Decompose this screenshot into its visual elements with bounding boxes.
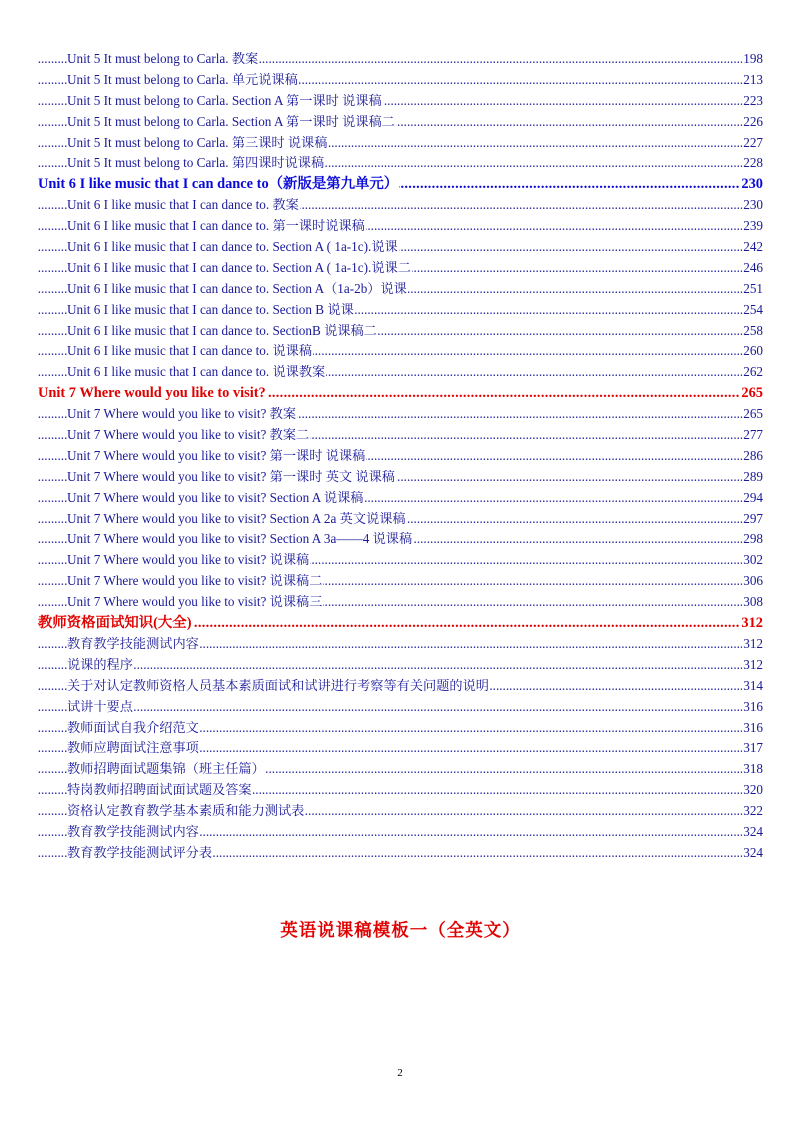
toc-entry[interactable]: [38, 759, 763, 780]
toc-entry[interactable]: [38, 70, 763, 91]
leader-dots: [67, 655, 763, 676]
toc-entry-title: 说课的程序: [67, 656, 133, 672]
toc-entry-title: Unit 5 It must belong to Carla. Section A 第一课时 说课稿: [67, 92, 382, 108]
toc-entry-page: 246: [742, 258, 763, 279]
toc-entry-title: 资格认定教育教学基本素质和能力测试表: [67, 803, 305, 819]
toc-entry[interactable]: [38, 592, 763, 613]
toc-entry[interactable]: [38, 446, 763, 467]
toc-entry-title: Unit 7 Where would you like to visit? 教案: [67, 406, 297, 422]
toc-entry[interactable]: [38, 195, 763, 216]
toc-entry-title: Unit 7 Where would you like to visit?: [38, 385, 266, 402]
toc-entry[interactable]: [38, 279, 763, 300]
toc-entry-title: 教育教学技能测试评分表: [67, 844, 213, 860]
toc-entry-page: 312: [742, 634, 763, 655]
toc-entry[interactable]: [38, 697, 763, 718]
toc-entry[interactable]: [38, 676, 763, 697]
toc-entry-title: 教师资格面试知识(大全): [38, 615, 192, 632]
toc-entry-page: 254: [742, 300, 763, 321]
toc-entry-page: 227: [742, 133, 763, 154]
toc-heading-entry[interactable]: [38, 383, 763, 404]
toc-entry[interactable]: [38, 321, 763, 342]
toc-entry-title: Unit 6 I like music that I can dance to. 教案: [67, 197, 299, 213]
toc-entry-title: Unit 5 It must belong to Carla. 第四课时说课稿: [67, 155, 325, 171]
toc-entry[interactable]: [38, 571, 763, 592]
toc-entry-page: 297: [742, 509, 763, 530]
toc-entry-page: 312: [742, 655, 763, 676]
leader-dots: [67, 697, 763, 718]
toc-entry-page: 308: [742, 592, 763, 613]
toc-entry-title: Unit 6 I like music that I can dance to. Section A ( 1a-1c).说课: [67, 239, 398, 255]
toc-entry[interactable]: [38, 801, 763, 822]
toc-entry-title: Unit 5 It must belong to Carla. 单元说课稿: [67, 71, 298, 87]
page-number: 2: [397, 1067, 403, 1079]
toc-entry-page: 262: [742, 362, 763, 383]
toc-entry-title: Unit 5 It must belong to Carla. Section A 第一课时 说课稿二: [67, 113, 395, 129]
toc-entry-page: 318: [742, 759, 763, 780]
toc-entry[interactable]: [38, 843, 763, 864]
toc-entry-title: 教师面试自我介绍范文: [67, 719, 199, 735]
toc-entry-page: 230: [742, 195, 763, 216]
toc-entry[interactable]: [38, 509, 763, 530]
toc-heading-entry[interactable]: [38, 613, 763, 634]
toc-entry-page: 265: [740, 383, 763, 404]
toc-entry-page: 306: [742, 571, 763, 592]
toc-entry-title: 特岗教师招聘面试面试题及答案: [67, 782, 252, 798]
toc-entry[interactable]: [38, 49, 763, 70]
toc-entry[interactable]: [38, 718, 763, 739]
toc-entry-page: 230: [740, 174, 763, 195]
toc-entry-title: Unit 6 I like music that I can dance to. 说课稿: [67, 343, 313, 359]
toc-entry[interactable]: [38, 216, 763, 237]
toc-entry-title: Unit 7 Where would you like to visit? Section A 说课稿: [67, 489, 364, 505]
toc-entry-page: 258: [742, 321, 763, 342]
toc-entry[interactable]: [38, 738, 763, 759]
toc-entry-title: Unit 7 Where would you like to visit? 教案二: [67, 427, 310, 443]
toc-entry-page: 198: [742, 49, 763, 70]
toc-entry-page: 226: [742, 112, 763, 133]
toc-entry-page: 324: [742, 822, 763, 843]
toc-entry-title: Unit 5 It must belong to Carla. 第三课时 说课稿: [67, 134, 328, 150]
toc-entry-title: 教师招聘面试题集锦（班主任篇）: [67, 761, 265, 777]
toc-entry-page: 322: [742, 801, 763, 822]
toc-entry-title: Unit 6 I like music that I can dance to. 说课教案: [67, 364, 326, 380]
toc-entry-page: 223: [742, 91, 763, 112]
toc-entry[interactable]: [38, 467, 763, 488]
toc-entry-title: Unit 7 Where would you like to visit? 说课稿三: [67, 594, 323, 610]
toc-entry-page: 320: [742, 780, 763, 801]
toc-entry-title: Unit 6 I like music that I can dance to. SectionB 说课稿二: [67, 322, 377, 338]
toc-entry[interactable]: [38, 529, 763, 550]
toc-entry-title: 教育教学技能测试内容: [67, 823, 199, 839]
toc-entry[interactable]: [38, 404, 763, 425]
toc-entry-title: Unit 6 I like music that I can dance to. Section A ( 1a-1c).说课二: [67, 259, 411, 275]
toc-entry[interactable]: [38, 237, 763, 258]
toc-entry-page: 242: [742, 237, 763, 258]
toc-entry-page: 228: [742, 153, 763, 174]
toc-entry-title: 教育教学技能测试内容: [67, 635, 199, 651]
toc-entry-title: Unit 7 Where would you like to visit? Section A 3a——4 说课稿: [67, 531, 413, 547]
toc-entry-title: 关于对认定教师资格人员基本素质面试和试讲进行考察等有关问题的说明: [67, 677, 489, 693]
toc-entry[interactable]: [38, 488, 763, 509]
toc-entry[interactable]: [38, 341, 763, 362]
toc-heading-entry[interactable]: [38, 174, 763, 195]
toc-entry-page: 317: [742, 738, 763, 759]
toc-entry-page: 265: [742, 404, 763, 425]
toc-entry-title: 试讲十要点: [67, 698, 133, 714]
section-title: 英语说课稿模板一（全英文）: [280, 920, 521, 940]
toc-entry-title: Unit 6 I like music that I can dance to. Section B 说课: [67, 301, 354, 317]
toc-entry[interactable]: [38, 258, 763, 279]
toc-entry-page: 316: [742, 697, 763, 718]
toc-entry[interactable]: [38, 300, 763, 321]
toc-entry-page: 277: [742, 425, 763, 446]
table-of-contents: [38, 49, 763, 864]
toc-entry[interactable]: [38, 780, 763, 801]
toc-entry-page: 286: [742, 446, 763, 467]
toc-entry[interactable]: [38, 634, 763, 655]
toc-entry-title: Unit 5 It must belong to Carla. 教案: [67, 51, 259, 66]
toc-entry-page: 251: [742, 279, 763, 300]
toc-entry-title: Unit 6 I like music that I can dance to. Section A（1a-2b）说课: [67, 280, 407, 296]
toc-entry-page: 316: [742, 718, 763, 739]
toc-entry[interactable]: [38, 362, 763, 383]
toc-entry-title: Unit 6 I like music that I can dance to. 第一课时说课稿: [67, 218, 365, 234]
toc-entry[interactable]: [38, 655, 763, 676]
toc-entry-page: 314: [742, 676, 763, 697]
toc-entry[interactable]: [38, 91, 763, 112]
toc-entry-page: 289: [742, 467, 763, 488]
toc-entry-page: 213: [742, 70, 763, 91]
toc-entry-title: Unit 7 Where would you like to visit? 说课稿: [67, 552, 310, 568]
toc-entry[interactable]: [38, 425, 763, 446]
toc-entry-title: 教师应聘面试注意事项: [67, 740, 199, 756]
toc-entry[interactable]: [38, 112, 763, 133]
toc-entry-title: Unit 7 Where would you like to visit? 说课稿二: [67, 573, 323, 589]
toc-entry[interactable]: [38, 133, 763, 154]
toc-entry-page: 302: [742, 550, 763, 571]
toc-entry-page: 239: [742, 216, 763, 237]
toc-entry-page: 324: [742, 843, 763, 864]
toc-entry-page: 312: [740, 613, 763, 634]
toc-entry[interactable]: [38, 153, 763, 174]
toc-entry[interactable]: [38, 822, 763, 843]
toc-entry-page: 298: [742, 529, 763, 550]
toc-entry-title: Unit 7 Where would you like to visit? 第一课时 说课稿: [67, 447, 366, 463]
toc-entry-title: Unit 7 Where would you like to visit? 第一课时 英文 说课稿: [67, 468, 395, 484]
toc-entry-title: Unit 7 Where would you like to visit? Section A 2a 英文说课稿: [67, 510, 406, 526]
toc-entry[interactable]: [38, 550, 763, 571]
toc-entry-page: 260: [742, 341, 763, 362]
toc-entry-page: 294: [742, 488, 763, 509]
toc-entry-title: Unit 6 I like music that I can dance to（新版是第九单元）: [38, 176, 399, 193]
